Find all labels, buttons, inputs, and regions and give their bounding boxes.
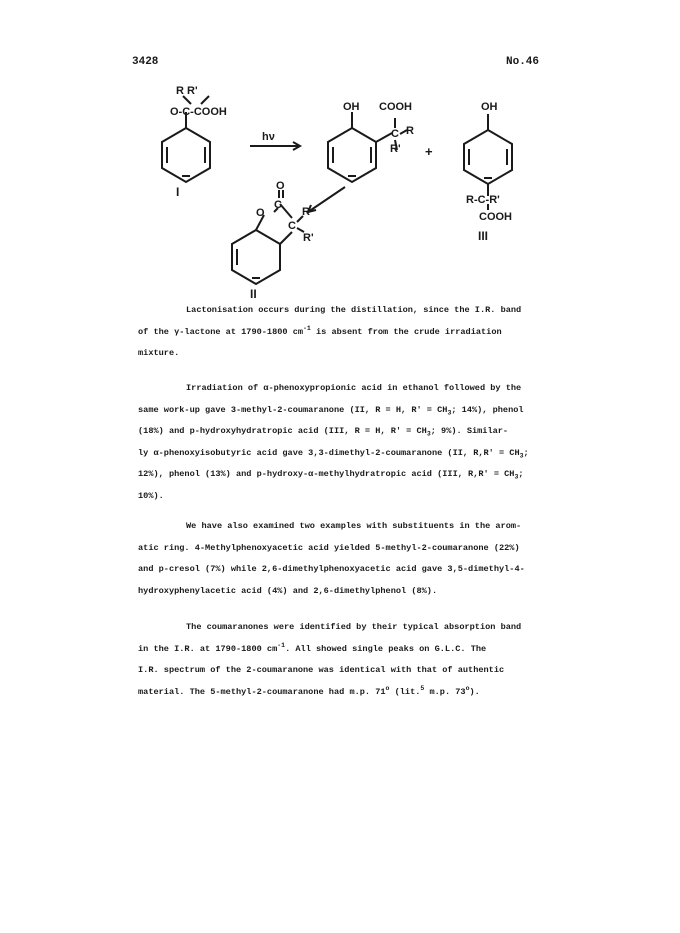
arrow-label: hν	[262, 131, 275, 143]
text-line: ly α-phenoxyisobutyric acid gave 3,3-dimethyl-2-coumaranone (II, $R,R' = CH_3$;	[138, 447, 529, 460]
text-line: The coumaranones were identified by their typical absorption band	[186, 622, 522, 632]
compound-iii-cooh: COOH	[479, 211, 512, 223]
compound-ii-r: R	[302, 206, 310, 218]
intermediate-benzene-ring	[328, 128, 376, 182]
compound-ii-ring-o: O	[256, 207, 265, 219]
compound-ii-benzene-ring	[232, 230, 280, 284]
lactonisation-arrow	[308, 187, 345, 212]
compound-ii-r-prime: R'	[303, 232, 314, 244]
text-line: Lactonisation occurs during the distillation, since the I.R. band	[186, 305, 522, 315]
compound-iii-label: III	[478, 229, 489, 243]
text-line: Irradiation of α-phenoxypropionic acid in ethanol followed by the	[186, 383, 522, 393]
intermediate-cooh: COOH	[379, 101, 412, 113]
text-line: same work-up gave 3-methyl-2-coumaranone (II, R = H, $R' = CH_3$; 14%), phenol	[138, 404, 524, 417]
text-line: (18%) and p-hydroxyhydratropic acid (III, R = H, $R' = CH_3$; 9%). Similar-	[138, 426, 509, 438]
text-line: I.R. spectrum of the 2-coumaranone was identical with that of authentic	[138, 665, 505, 675]
intermediate-r: R	[406, 125, 414, 137]
text-line: 12%), phenol (13%) and p-hydroxy-α-methylhydratropic acid (III, $R,R' = CH_3$;	[138, 469, 524, 481]
intermediate-r-prime: R'	[390, 143, 401, 155]
paragraph-substituents	[138, 516, 558, 602]
intermediate-oh: OH	[343, 101, 360, 113]
text-line: material. The 5-methyl-2-coumaranone had m.p. 71$^o$ (lit.$^5$ m.p. 73$^o$).	[138, 684, 480, 697]
compound-ii-c: C	[288, 220, 296, 232]
reaction-scheme	[0, 0, 680, 300]
paragraph-identification	[138, 617, 558, 703]
compound-iii-benzene-ring	[464, 130, 512, 184]
issue-number: No.46	[506, 56, 540, 68]
text-line: of the γ-lactone at 1790-1800 $cm^{-1}$ is absent from the crude irradiation	[138, 324, 502, 337]
intermediate-c: C	[391, 128, 399, 140]
compound-ii-label: II	[250, 287, 257, 300]
compound-i-label: I	[176, 185, 180, 199]
compound-iii-oh: OH	[481, 101, 498, 113]
compound-ii-carbonyl-c: C	[274, 199, 282, 211]
text-line: hydroxyphenylacetic acid (4%) and 2,6-dimethylphenol (8%).	[138, 585, 438, 596]
plus-sign: +	[425, 144, 433, 159]
paragraph-lactonisation	[138, 300, 558, 365]
text-line: 10%).	[138, 490, 164, 501]
paragraph-irradiation	[138, 378, 558, 507]
compound-ii-carbonyl-o: O	[276, 180, 285, 192]
text-line: atic ring. 4-Methylphenoxyacetic acid yielded 5-methyl-2-coumaranone (22%)	[138, 542, 520, 553]
compound-i-chain: O-C-COOH	[170, 106, 227, 118]
text-line: We have also examined two examples with substituents in the arom-	[186, 521, 522, 531]
compound-iii-chain: R-C-R'	[466, 194, 500, 206]
compound-i-benzene-ring	[162, 128, 210, 182]
text-line: and p-cresol (7%) while 2,6-dimethylphenoxyacetic acid gave 3,5-dimethyl-4-	[138, 564, 525, 574]
page-number: 3428	[132, 56, 159, 68]
text-line: mixture.	[138, 348, 180, 358]
compound-i-substituents: R R'	[176, 85, 198, 97]
text-line: in the I.R. at 1790-1800 $cm^{-1}$. All showed single peaks on G.L.C. The	[138, 641, 487, 654]
